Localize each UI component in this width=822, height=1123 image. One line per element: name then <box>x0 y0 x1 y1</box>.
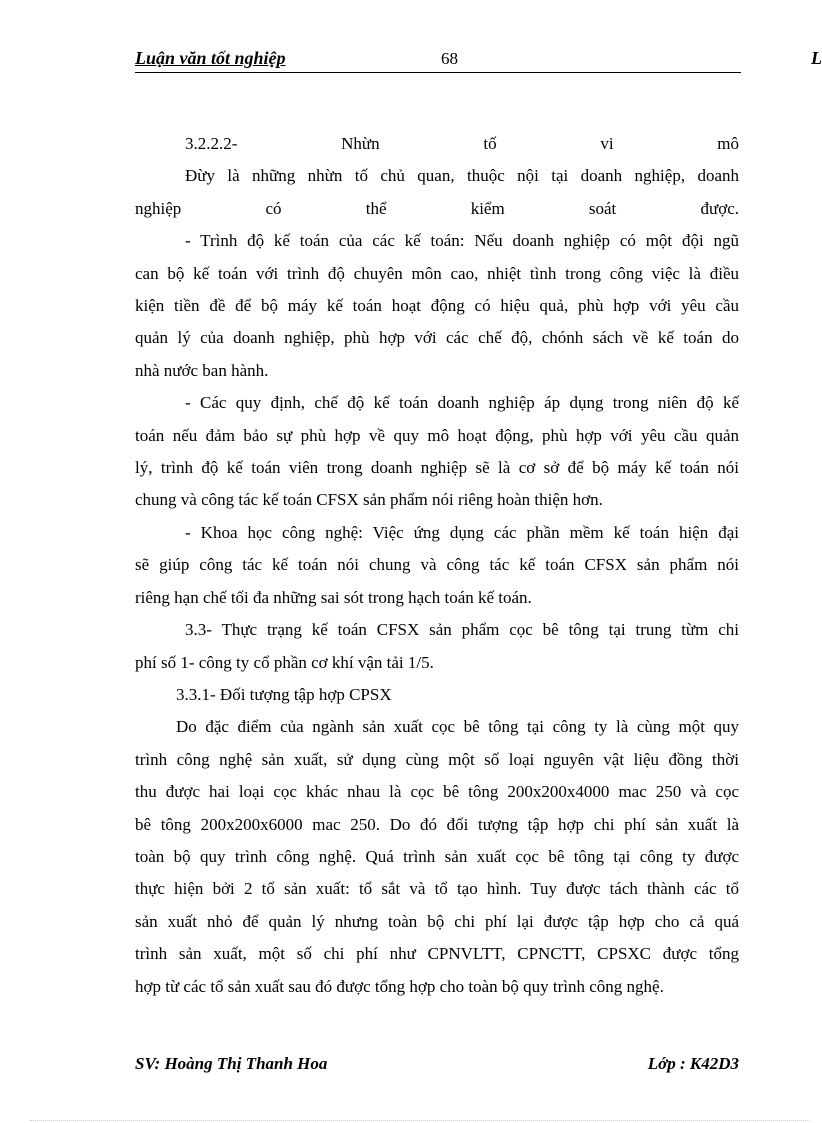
paragraph-line: riêng hạn chế tối đa những sai sót trong hạch toán kế toán. <box>135 587 532 607</box>
page-footer <box>135 1054 739 1078</box>
section-heading: 3.3- Thực trạng kế toán CFSX sản phẩm cọc bê tông tại trung từm chi <box>185 620 739 640</box>
paragraph-line: thực hiện bởi 2 tổ sản xuất: tổ sắt và tổ tạo hình. Tuy được tách thành các tổ <box>135 879 739 899</box>
paragraph-line: quản lý của doanh nghiệp, phù hợp với các chế độ, chónh sách về kế toán do <box>135 328 739 348</box>
paragraph-line: - Trình độ kế toán của các kế toán: Nếu doanh nghiệp có một đội ngũ <box>185 231 739 251</box>
paragraph-line: thu được hai loại cọc khác nhau là cọc bê tông 200x200x4000 mac 250 và cọc <box>135 782 739 802</box>
paragraph-line: Đừy là những nhừn tố chủ quan, thuộc nội tại doanh nghiệp, doanh <box>185 166 739 186</box>
paragraph-line: Do đặc điểm của ngành sản xuất cọc bê tông tại công ty là cùng một quy <box>176 717 739 737</box>
class-code: Lớp : K42D3 <box>647 1054 739 1073</box>
paragraph-line: trình công nghệ sản xuất, sử dụng cùng một số loại nguyên vật liệu đồng thời <box>135 749 739 769</box>
paragraph-line: phí số 1- công ty cổ phần cơ khí vận tải 1/5. <box>135 652 434 672</box>
paragraph-line: sẽ giúp công tác kế toán nói chung và công tác kế toán CFSX sản phẩm nói <box>135 555 739 575</box>
paragraph-line: nghiệp có thể kiểm soát được. <box>135 198 739 218</box>
paragraph-line: hợp từ các tổ sản xuất sau đó được tổng hợp cho toàn bộ quy trình công nghệ. <box>135 976 664 996</box>
paragraph-line: - Các quy định, chế độ kế toán doanh nghiệp áp dụng trong niên độ kế <box>185 393 739 413</box>
student-name: SV: Hoàng Thị Thanh Hoa <box>135 1054 328 1073</box>
header-edge-letter: L <box>811 48 822 68</box>
page-header <box>135 48 822 73</box>
paragraph-line: kiện tiền đề để bộ máy kế toán hoạt động có hiệu quả, phù hợp với yêu cầu <box>135 296 739 316</box>
thesis-title: Luận văn tốt nghiệp <box>135 48 286 68</box>
paragraph-line: sản xuất nhỏ để quản lý nhưng toàn bộ chi phí lại được tập hợp cho cả quá <box>135 911 739 931</box>
subsection-heading: 3.3.1- Đối tượng tập hợp CPSX <box>176 684 392 704</box>
paragraph-line: - Khoa học công nghệ: Việc ứng dụng các phần mềm kế toán hiện đại <box>185 522 739 542</box>
paragraph-line: toàn bộ quy trình công nghệ. Quá trình sản xuất cọc bê tông tại công ty được <box>135 846 739 866</box>
document-body <box>135 128 739 1003</box>
paragraph-line: toán nếu đảm bảo sự phù hợp về quy mô hoạt động, phù hợp với yêu cầu quản <box>135 425 739 445</box>
paragraph-line: nhà nước ban hành. <box>135 360 269 380</box>
paragraph-line: chung và công tác kế toán CFSX sản phẩm nói riêng hoàn thiện hơn. <box>135 490 603 510</box>
paragraph-line: bê tông 200x200x6000 mac 250. Do đó đối tượng tập hợp chi phí sản xuất là <box>135 814 739 834</box>
paragraph-line: trình sản xuất, một số chi phí như CPNVLTT, CPNCTT, CPSXC được tổng <box>135 944 739 964</box>
paragraph-line: lý, trình độ kế toán viên trong doanh nghiệp sẽ là cơ sở để bộ máy kế toán nói <box>135 458 739 478</box>
page-bottom-divider <box>30 1120 810 1121</box>
section-heading: 3.2.2.2- Nhừn tố vi mô <box>185 134 739 153</box>
paragraph-line: can bộ kế toán với trình độ chuyên môn cao, nhiệt tình trong công việc là điều <box>135 263 739 283</box>
page-number: 68 <box>441 49 458 68</box>
